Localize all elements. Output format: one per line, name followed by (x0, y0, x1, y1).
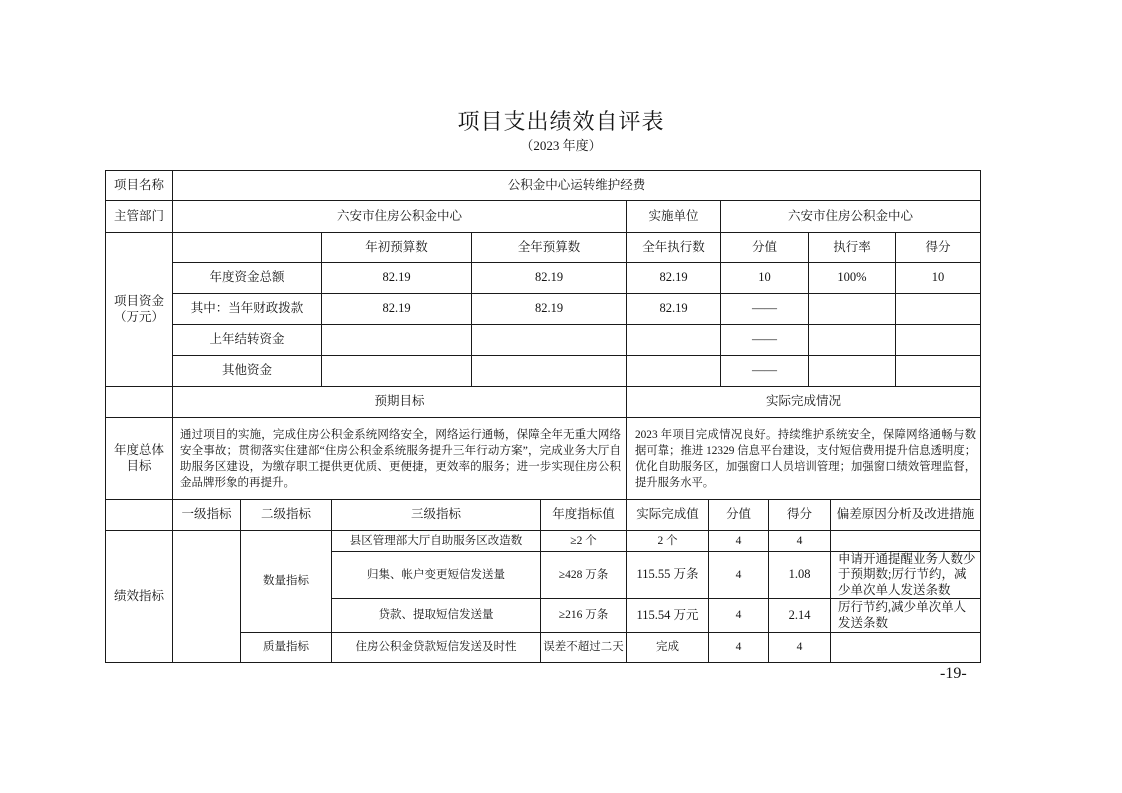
indicator-row-analysis-text: 厉行节约,减少单次单人发送条数 (838, 600, 967, 630)
indicator-row-analysis (830, 551, 981, 599)
indicator-row-score: 1.08 (768, 551, 831, 599)
indicators-header-analysis: 偏差原因分析及改进措施 (830, 499, 981, 531)
indicator-row-actual: 完成 (626, 632, 709, 663)
indicator-row-weight: 4 (708, 551, 769, 599)
funds-header-score: 得分 (895, 232, 981, 263)
indicator-row-name: 住房公积金贷款短信发送及时性 (331, 632, 541, 663)
funds-row-carryover-weight: —— (720, 324, 809, 356)
indicators-header-level2: 二级指标 (240, 499, 332, 531)
funds-unit-text: （万元） (113, 309, 164, 324)
funds-row-fiscal-annual: 82.19 (471, 293, 627, 325)
department-value: 六安市住房公积金中心 (172, 200, 627, 233)
funds-row-fiscal-score (895, 293, 981, 325)
funds-row-carryover-rate (808, 324, 896, 356)
indicators-header-actual: 实际完成值 (626, 499, 709, 531)
funds-row-total-annual: 82.19 (471, 262, 627, 294)
funds-row-carryover-annual (471, 324, 627, 356)
indicators-header-weight: 分值 (708, 499, 769, 531)
indicator-row-weight: 4 (708, 632, 769, 663)
implementer-value: 六安市住房公积金中心 (720, 200, 981, 233)
indicator-row-weight: 4 (708, 598, 769, 633)
funds-header-rate: 执行率 (808, 232, 896, 263)
goals-actual-cell (626, 417, 981, 500)
indicator-row-analysis (830, 530, 981, 552)
indicator-row-weight: 4 (708, 530, 769, 552)
indicators-group-quality: 质量指标 (240, 632, 332, 663)
indicators-group-quantity: 数量指标 (240, 530, 332, 633)
goals-label-text: 年度总体目标 (113, 442, 164, 473)
funds-header-annual: 全年预算数 (471, 232, 627, 263)
funds-row-other-score (895, 355, 981, 387)
indicator-row-analysis-text: 申请开通提醒业务人数少于预期数;厉行节约，减少单次单人发送条数 (838, 551, 976, 597)
funds-row-total-initial: 82.19 (321, 262, 472, 294)
implementer-label: 实施单位 (626, 200, 721, 233)
indicators-header-blank (105, 499, 173, 531)
funds-row-total-score: 10 (895, 262, 981, 294)
funds-header-executed: 全年执行数 (626, 232, 721, 263)
funds-row-carryover-score (895, 324, 981, 356)
indicator-row-score: 4 (768, 530, 831, 552)
indicators-header-target: 年度指标值 (540, 499, 627, 531)
indicators-header-score: 得分 (768, 499, 831, 531)
project-name-label: 项目名称 (105, 170, 173, 201)
funds-row-fiscal-name: 其中：当年财政拨款 (172, 293, 322, 325)
indicators-header-level1: 一级指标 (172, 499, 241, 531)
indicators-label: 绩效指标 (105, 530, 173, 663)
indicator-row-score: 4 (768, 632, 831, 663)
funds-row-other-initial (321, 355, 472, 387)
funds-header-initial: 年初预算数 (321, 232, 472, 263)
funds-row-fiscal-initial: 82.19 (321, 293, 472, 325)
funds-row-total-executed: 82.19 (626, 262, 721, 294)
funds-row-total-rate: 100% (808, 262, 896, 294)
funds-row-carryover-name: 上年结转资金 (172, 324, 322, 356)
goals-header-blank (105, 386, 173, 418)
funds-row-other-rate (808, 355, 896, 387)
funds-row-other-name: 其他资金 (172, 355, 322, 387)
funds-row-other-annual (471, 355, 627, 387)
indicators-header-level3: 三级指标 (331, 499, 541, 531)
funds-row-total-weight: 10 (720, 262, 809, 294)
funds-row-fiscal-executed: 82.19 (626, 293, 721, 325)
indicator-row-analysis (830, 598, 981, 633)
goals-expected-cell (172, 417, 627, 500)
funds-header-blank (172, 232, 322, 263)
indicator-row-score: 2.14 (768, 598, 831, 633)
project-name-value: 公积金中心运转维护经费 (172, 170, 981, 201)
page-subtitle: （2023 年度） (520, 138, 602, 153)
indicator-row-name: 县区管理部大厅自助服务区改造数 (331, 530, 541, 552)
indicator-row-target: ≥2 个 (540, 530, 627, 552)
indicator-row-actual: 115.54 万元 (626, 598, 709, 633)
funds-row-other-executed (626, 355, 721, 387)
goals-actual-text: 2023 年项目完成情况良好。持续维护系统安全，保障网络通畅与数据可靠；推进 12329 信息平台建设，支付短信费用提升信息透明度；优化自助服务区，加强窗口人员培训管理；加强窗口绩效管理监督，提升服务水平。 (635, 428, 976, 489)
funds-row-other-weight: —— (720, 355, 809, 387)
indicator-row-target: ≥216 万条 (540, 598, 627, 633)
page-title: 项目支出绩效自评表 (457, 109, 665, 134)
goals-actual-header: 实际完成情况 (626, 386, 981, 418)
goals-label (105, 417, 173, 500)
indicator-row-name: 归集、帐户变更短信发送量 (331, 551, 541, 599)
funds-label-text: 项目资金 (113, 293, 164, 308)
page-number: -19- (940, 665, 967, 682)
funds-header-weight: 分值 (720, 232, 809, 263)
goals-expected-header: 预期目标 (172, 386, 627, 418)
funds-row-fiscal-weight: —— (720, 293, 809, 325)
department-label: 主管部门 (105, 200, 173, 233)
indicator-row-target: 误差不超过二天 (540, 632, 627, 663)
goals-expected-text: 通过项目的实施，完成住房公积金系统网络安全，网络运行通畅，保障全年无重大网络安全事故；贯彻落实住建部“住房公积金系统服务提升三年行动方案”，完成业务大厅自助服务区建设，为缴存职工提供更优质、更便捷，更效率的服务；进一步实现住房公积金品牌形象的再提升。 (180, 428, 621, 489)
indicator-row-actual: 115.55 万条 (626, 551, 709, 599)
funds-row-total-name: 年度资金总额 (172, 262, 322, 294)
indicator-row-name: 贷款、提取短信发送量 (331, 598, 541, 633)
indicator-row-target: ≥428 万条 (540, 551, 627, 599)
indicators-level1-value (172, 530, 241, 663)
funds-row-carryover-initial (321, 324, 472, 356)
funds-row-fiscal-rate (808, 293, 896, 325)
indicator-row-analysis (830, 632, 981, 663)
funds-row-carryover-executed (626, 324, 721, 356)
indicator-row-actual: 2 个 (626, 530, 709, 552)
funds-label (105, 232, 173, 387)
